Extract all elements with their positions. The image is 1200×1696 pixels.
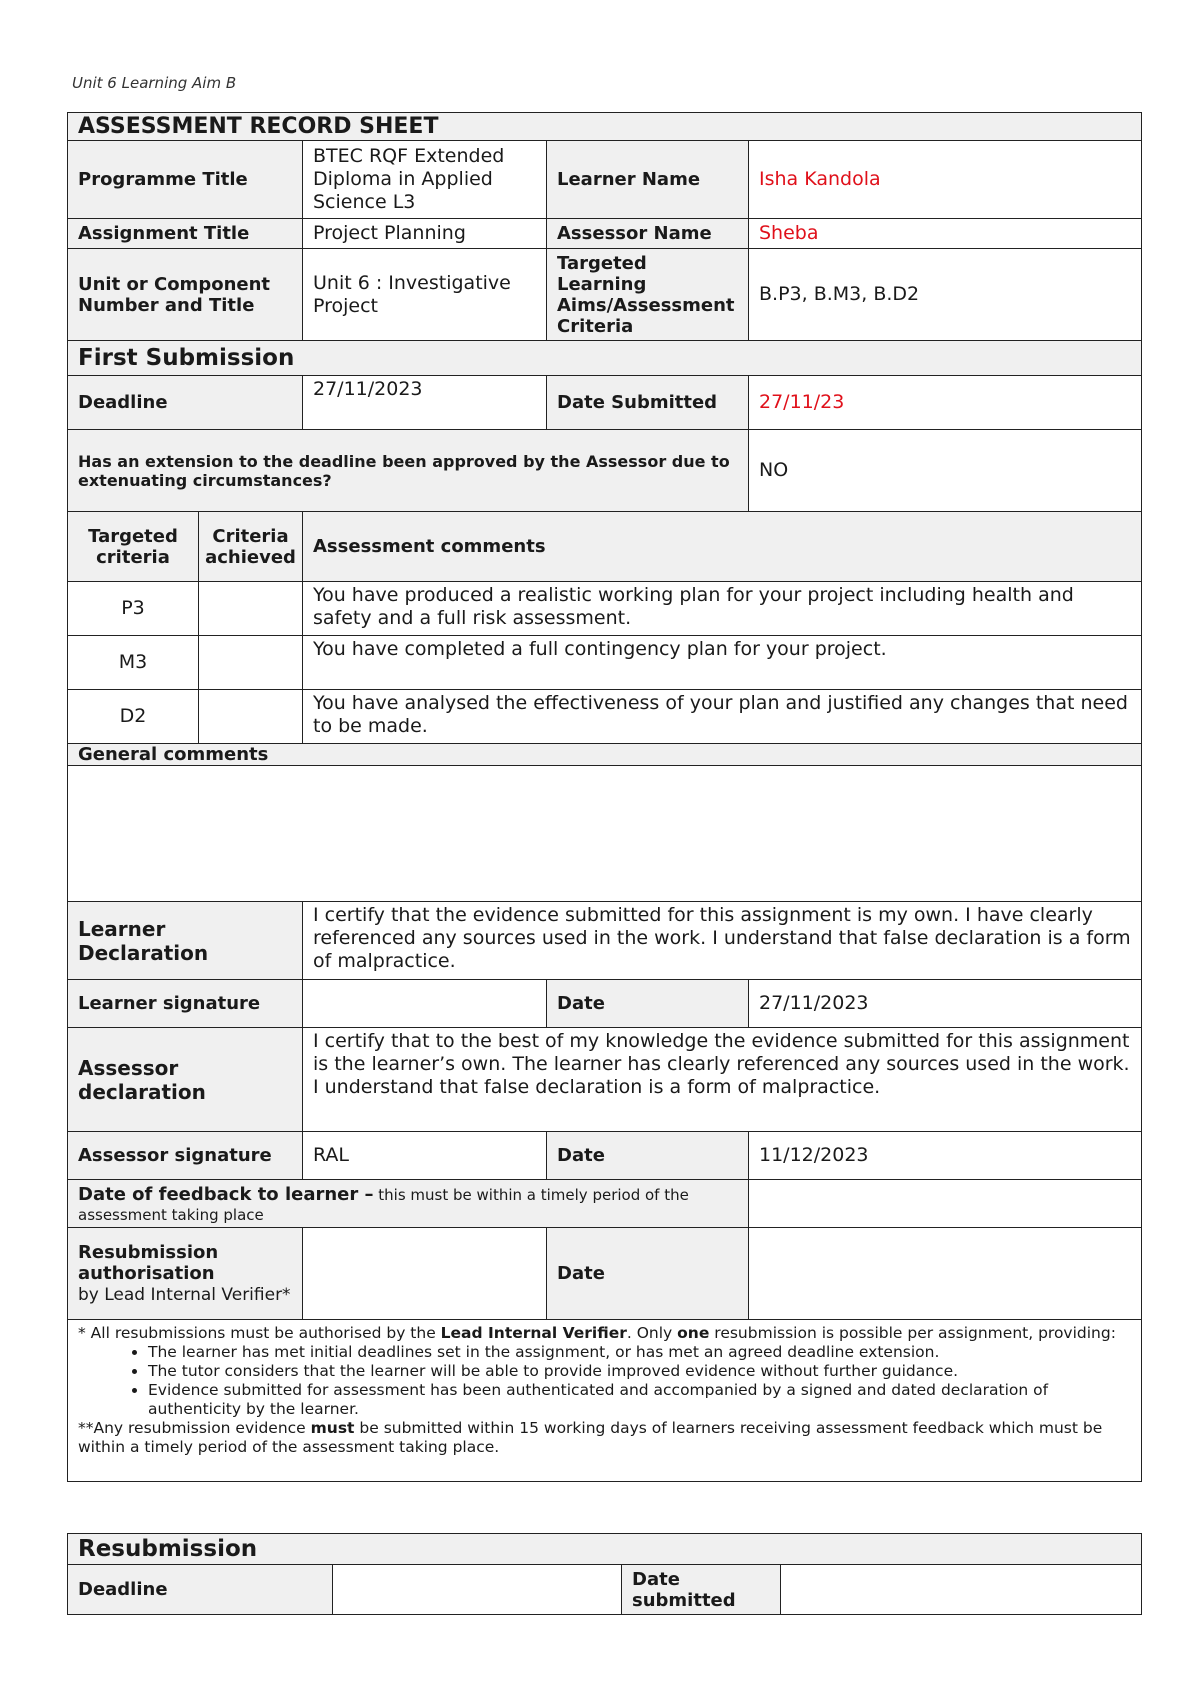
notes-bullet: • The tutor considers that the learner will be able to provide improved evidence without further guidance. <box>148 1362 1131 1381</box>
programme-row <box>68 141 1142 219</box>
assignment-row <box>68 219 1142 249</box>
deadline-label: Deadline <box>68 376 303 430</box>
notes-row <box>68 1320 1142 1482</box>
general-comments-row <box>68 766 1142 902</box>
criteria-row <box>68 690 1142 744</box>
targeted-aims-label: Targeted Learning Aims/Assessment Criteria <box>547 249 749 341</box>
feedback-date-label <box>68 1180 749 1228</box>
feedback-date-label-rest: this must be within a timely period of the assessment taking place <box>78 1185 689 1224</box>
learner-declaration-text: I certify that the evidence submitted for this assignment is my own. I have clearly referenced any sources used in the work. I understand that false declaration is a form of malpractice. <box>303 902 1142 980</box>
unit-label: Unit or Component Number and Title <box>68 249 303 341</box>
notes-footer: **Any resubmission evidence must be submitted within 15 working days of learners receiving assessment feedback which must be within a timely period of the assessment taking place. <box>78 1419 1103 1456</box>
programme-label: Programme Title <box>68 141 303 219</box>
title-row <box>68 113 1142 141</box>
criteria-comment: You have analysed the effectiveness of your plan and justified any changes that need to be made. <box>303 690 1142 744</box>
assignment-label: Assignment Title <box>68 219 303 249</box>
learner-date-value: 27/11/2023 <box>749 980 1142 1028</box>
targeted-aims-value: B.P3, B.M3, B.D2 <box>749 249 1142 341</box>
assessor-signature-label: Assessor signature <box>68 1132 303 1180</box>
criteria-row <box>68 582 1142 636</box>
assessor-signature-row <box>68 1132 1142 1180</box>
unit-value: Unit 6 : Investigative Project <box>303 249 547 341</box>
notes-bullet-list <box>78 1343 1131 1419</box>
criteria-achieved <box>199 582 303 636</box>
col-targeted-criteria: Targeted criteria <box>68 512 199 582</box>
criteria-code: M3 <box>68 636 199 690</box>
assignment-value: Project Planning <box>303 219 547 249</box>
programme-value: BTEC RQF Extended Diploma in Applied Science L3 <box>303 141 547 219</box>
learner-signature-value[interactable] <box>303 980 547 1028</box>
assessor-date-label: Date <box>547 1132 749 1180</box>
col-assessment-comments: Assessment comments <box>303 512 1142 582</box>
resubmission-date-submitted-value[interactable] <box>781 1565 1142 1615</box>
col-criteria-achieved: Criteria achieved <box>199 512 303 582</box>
assessor-declaration-text: I certify that to the best of my knowledge the evidence submitted for this assignment is the learner’s own. The learner has clearly referenced any sources used in the work. I understand that false declaration is a form of malpractice. <box>303 1028 1142 1132</box>
notes-bullet: • Evidence submitted for assessment has been authenticated and accompanied by a signed and dated declaration of authenticity by the learner. <box>148 1381 1131 1419</box>
first-submission-heading: First Submission <box>68 341 1142 376</box>
sheet-title: ASSESSMENT RECORD SHEET <box>68 113 1142 141</box>
deadline-value: 27/11/2023 <box>303 376 547 430</box>
resubmission-deadline-row <box>68 1565 1142 1615</box>
general-comments-label: General comments <box>68 744 1142 766</box>
assessor-declaration-label: Assessor declaration <box>68 1028 303 1132</box>
assessor-name-value: Sheba <box>749 219 1142 249</box>
resubmission-auth-value[interactable] <box>303 1228 547 1320</box>
general-comments-label-row <box>68 744 1142 766</box>
assessor-declaration-row <box>68 1028 1142 1132</box>
learner-name-value: Isha Kandola <box>749 141 1142 219</box>
resubmission-auth-label-bold: Resubmission authorisation <box>78 1242 219 1284</box>
resubmission-auth-date-value[interactable] <box>749 1228 1142 1320</box>
criteria-achieved <box>199 690 303 744</box>
learner-signature-label: Learner signature <box>68 980 303 1028</box>
resubmission-deadline-label: Deadline <box>68 1565 333 1615</box>
assessor-signature-value[interactable]: RAL <box>303 1132 547 1180</box>
resubmission-heading-row <box>68 1534 1142 1565</box>
criteria-code: P3 <box>68 582 199 636</box>
criteria-header-row <box>68 512 1142 582</box>
learner-declaration-label: Learner Declaration <box>68 902 303 980</box>
first-submission-row <box>68 341 1142 376</box>
resubmission-heading: Resubmission <box>68 1534 1142 1565</box>
criteria-row <box>68 636 1142 690</box>
assessment-record-table <box>67 112 1142 1482</box>
feedback-date-row <box>68 1180 1142 1228</box>
notes-intro: * All resubmissions must be authorised by the Lead Internal Verifier. Only one resubmission is possible per assignment, providing: <box>78 1324 1116 1342</box>
date-submitted-value: 27/11/23 <box>749 376 1142 430</box>
resubmission-date-submitted-label: Date submitted <box>622 1565 781 1615</box>
header-note: Unit 6 Learning Aim B <box>72 74 237 92</box>
criteria-code: D2 <box>68 690 199 744</box>
feedback-date-label-bold: Date of feedback to learner – <box>78 1183 374 1205</box>
criteria-comment: You have produced a realistic working plan for your project including health and safety and a full risk assessment. <box>303 582 1142 636</box>
learner-date-label: Date <box>547 980 749 1028</box>
extension-answer: NO <box>749 430 1142 512</box>
unit-row <box>68 249 1142 341</box>
resubmission-auth-row <box>68 1228 1142 1320</box>
deadline-row <box>68 376 1142 430</box>
assessor-name-label: Assessor Name <box>547 219 749 249</box>
assessor-date-value: 11/12/2023 <box>749 1132 1142 1180</box>
notes-bullet: • The learner has met initial deadlines set in the assignment, or has met an agreed deadline extension. <box>148 1343 1131 1362</box>
resubmission-deadline-value[interactable] <box>333 1565 622 1615</box>
resubmission-auth-label-rest: by Lead Internal Verifier* <box>78 1285 291 1305</box>
learner-name-label: Learner Name <box>547 141 749 219</box>
criteria-achieved <box>199 636 303 690</box>
resubmission-auth-label <box>68 1228 303 1320</box>
extension-question: Has an extension to the deadline been approved by the Assessor due to extenuating circumstances? <box>68 430 749 512</box>
resubmission-table <box>67 1533 1142 1615</box>
general-comments-box[interactable] <box>68 766 1142 902</box>
learner-signature-row <box>68 980 1142 1028</box>
feedback-date-value[interactable] <box>749 1180 1142 1228</box>
extension-row <box>68 430 1142 512</box>
learner-declaration-row <box>68 902 1142 980</box>
resubmission-notes <box>68 1320 1142 1482</box>
criteria-comment: You have completed a full contingency plan for your project. <box>303 636 1142 690</box>
date-submitted-label: Date Submitted <box>547 376 749 430</box>
resubmission-auth-date-label: Date <box>547 1228 749 1320</box>
